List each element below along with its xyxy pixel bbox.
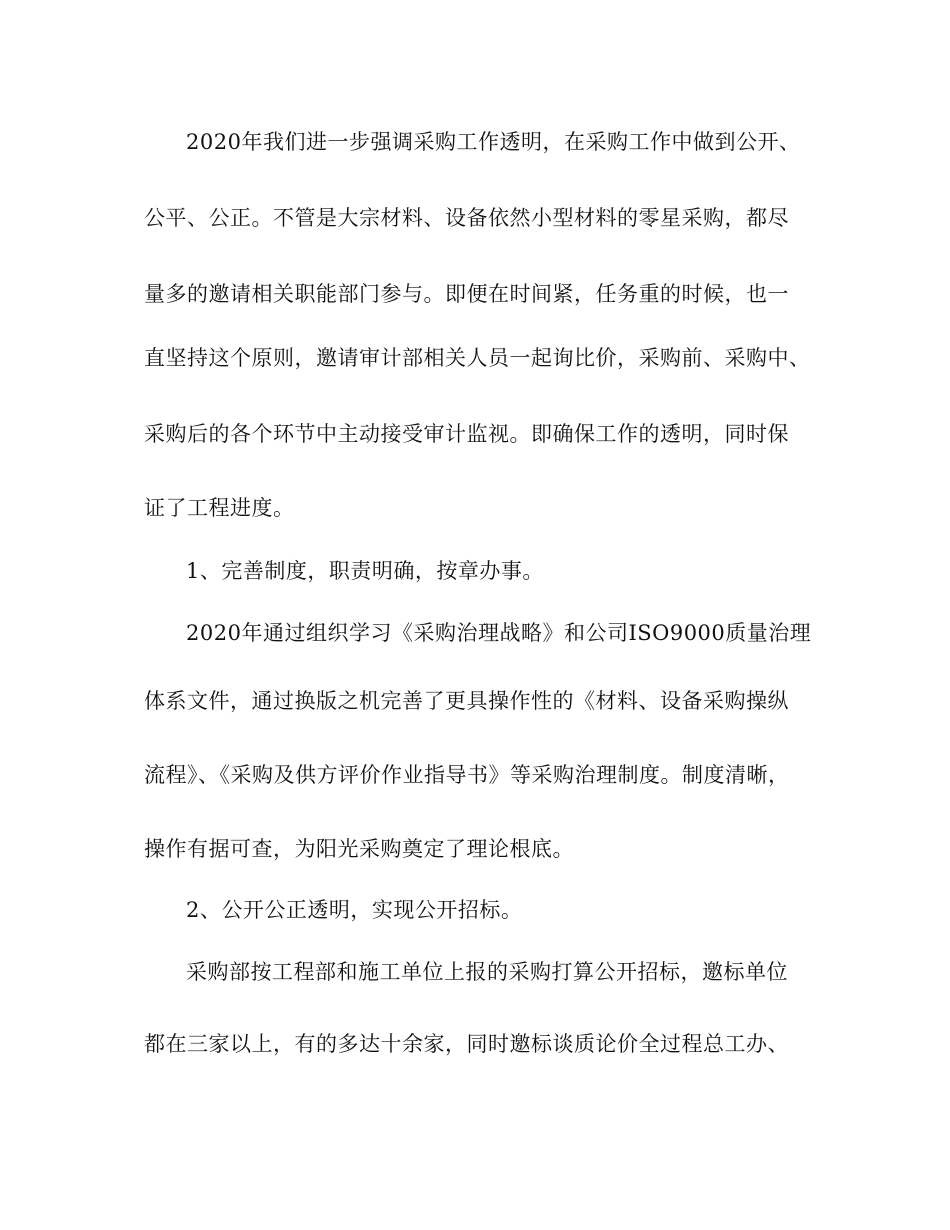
paragraph-line: 都在三家以上，有的多达十余家，同时邀标谈质论价全过程总工办、 xyxy=(144,1032,789,1056)
paragraph-line: 2020年通过组织学习《采购治理战略》和公司ISO9000质量治理 xyxy=(186,621,812,645)
paragraph-line: 直坚持这个原则，邀请审计部相关人员一起询比价，采购前、采购中、 xyxy=(144,346,811,370)
paragraph-line: 采购部按工程部和施工单位上报的采购打算公开招标，邀标单位 xyxy=(186,960,788,984)
paragraph-line: 操作有据可查，为阳光采购奠定了理论根底。 xyxy=(144,837,574,861)
section-heading: 2、公开公正透明，实现公开招标。 xyxy=(186,898,523,922)
paragraph-line: 流程》、《采购及供方评价作业指导书》等采购治理制度。制度清晰， xyxy=(144,763,790,787)
paragraph-line: 证了工程进度。 xyxy=(144,496,295,520)
paragraph-line: 体系文件，通过换版之机完善了更具操作性的《材料、设备采购操纵 xyxy=(144,689,789,713)
paragraph-line: 量多的邀请相关职能部门参与。即便在时间紧，任务重的时候，也一 xyxy=(144,282,789,306)
paragraph-line: 2020年我们进一步强调采购工作透明，在采购工作中做到公开、 xyxy=(186,130,801,154)
section-heading: 1、完善制度，职责明确，按章办事。 xyxy=(186,559,544,583)
paragraph-line: 采购后的各个环节中主动接受审计监视。即确保工作的透明，同时保 xyxy=(144,422,789,446)
paragraph-line: 公平、公正。不管是大宗材料、设备依然小型材料的零星采购，都尽 xyxy=(144,206,789,230)
